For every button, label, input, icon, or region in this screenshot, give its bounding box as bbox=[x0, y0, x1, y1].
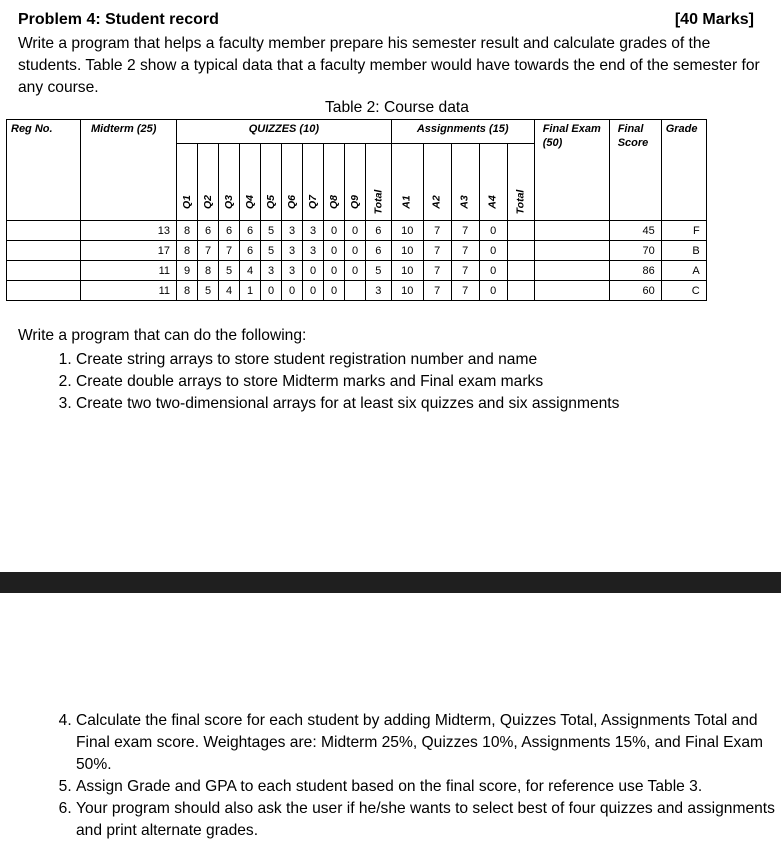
table-cell: 0 bbox=[479, 221, 507, 241]
table-cell: F bbox=[661, 221, 706, 241]
subheader-cell bbox=[451, 144, 479, 221]
header-assignments: Assignments (15) bbox=[391, 120, 534, 144]
table-cell: 0 bbox=[345, 241, 366, 261]
subheader-cell bbox=[479, 144, 507, 221]
table-cell: 0 bbox=[345, 261, 366, 281]
table-cell: 5 bbox=[261, 221, 282, 241]
table-cell bbox=[7, 261, 81, 281]
subheader-label: Q9 bbox=[348, 194, 361, 210]
subheader-cell bbox=[391, 144, 423, 221]
table-cell: 6 bbox=[366, 241, 392, 261]
subheader-label: A4 bbox=[487, 195, 500, 209]
header-grade: Grade bbox=[661, 120, 706, 221]
table-cell: 6 bbox=[366, 221, 392, 241]
table-row bbox=[7, 241, 707, 261]
page-divider-band bbox=[0, 572, 781, 593]
table-cell bbox=[7, 221, 81, 241]
subheader-cell bbox=[324, 144, 345, 221]
table-cell: 7 bbox=[423, 221, 451, 241]
table-cell: 0 bbox=[324, 241, 345, 261]
table-cell: 7 bbox=[423, 281, 451, 301]
subheader-label: Q2 bbox=[201, 194, 214, 210]
table-cell: 7 bbox=[451, 221, 479, 241]
table-cell: 0 bbox=[261, 281, 282, 301]
table-cell bbox=[507, 241, 534, 261]
table-cell: 3 bbox=[366, 281, 392, 301]
subheader-cell bbox=[282, 144, 303, 221]
table-cell: 10 bbox=[391, 241, 423, 261]
table-cell: 60 bbox=[609, 281, 661, 301]
table-row bbox=[7, 281, 707, 301]
table-cell: 3 bbox=[303, 241, 324, 261]
table-cell: 0 bbox=[479, 261, 507, 281]
table-cell: 6 bbox=[240, 241, 261, 261]
tasks-intro: Write a program that can do the following: bbox=[18, 327, 307, 344]
course-data-table bbox=[6, 119, 707, 301]
table-cell: 7 bbox=[451, 241, 479, 261]
table-cell bbox=[534, 281, 609, 301]
table-cell: 3 bbox=[282, 241, 303, 261]
header-quizzes: QUIZZES (10) bbox=[177, 120, 392, 144]
subheader-cell bbox=[177, 144, 198, 221]
table-row bbox=[7, 221, 707, 241]
table-cell: 7 bbox=[423, 241, 451, 261]
table-cell: 3 bbox=[282, 261, 303, 281]
table-cell: 45 bbox=[609, 221, 661, 241]
subheader-label: Q8 bbox=[327, 194, 340, 210]
table-cell: 11 bbox=[81, 261, 177, 281]
table-cell: 17 bbox=[81, 241, 177, 261]
table-header-row bbox=[7, 120, 707, 144]
subheader-label: A2 bbox=[431, 195, 444, 209]
subheader-cell bbox=[423, 144, 451, 221]
table-cell: 0 bbox=[324, 281, 345, 301]
table-cell: 0 bbox=[345, 221, 366, 241]
table-cell: 0 bbox=[303, 261, 324, 281]
table-cell: 3 bbox=[261, 261, 282, 281]
table-cell: 4 bbox=[240, 261, 261, 281]
table-cell bbox=[534, 221, 609, 241]
table-cell: 3 bbox=[303, 221, 324, 241]
problem-intro: Write a program that helps a faculty member prepare his semester result and calculate grades of the students. Table 2 show a typical data that a faculty member would have towards the end of the semester for any course. bbox=[18, 35, 760, 96]
table-cell: 7 bbox=[198, 241, 219, 261]
table-cell: 0 bbox=[282, 281, 303, 301]
table-cell: 0 bbox=[303, 281, 324, 301]
table-cell: 5 bbox=[198, 281, 219, 301]
subheader-label: Q7 bbox=[306, 194, 319, 210]
table-cell bbox=[507, 261, 534, 281]
table-cell: 6 bbox=[240, 221, 261, 241]
table-cell: 7 bbox=[219, 241, 240, 261]
table-cell: 1 bbox=[240, 281, 261, 301]
table-cell: 8 bbox=[177, 281, 198, 301]
table-cell: 0 bbox=[324, 221, 345, 241]
table-cell: 9 bbox=[177, 261, 198, 281]
subheader-cell bbox=[240, 144, 261, 221]
table-cell: 3 bbox=[282, 221, 303, 241]
subheader-cell bbox=[219, 144, 240, 221]
table-cell: 10 bbox=[391, 281, 423, 301]
table-cell: 0 bbox=[479, 281, 507, 301]
table-cell: 10 bbox=[391, 261, 423, 281]
task-item: 4. Calculate the final score for each student by adding Midterm, Quizzes Total, Assignments Total and Final exam score. Weightages are: Midterm 25%, Quizzes 10%, Assignments 15%, and Final Exam 50%. bbox=[76, 710, 776, 776]
table-cell: 5 bbox=[261, 241, 282, 261]
table-cell: 5 bbox=[219, 261, 240, 281]
table-cell: 0 bbox=[324, 261, 345, 281]
table-cell: 0 bbox=[479, 241, 507, 261]
task-item: 1. Create string arrays to store student registration number and name bbox=[76, 349, 776, 371]
table-cell: B bbox=[661, 241, 706, 261]
table-cell: 8 bbox=[198, 261, 219, 281]
subheader-label: Q3 bbox=[222, 194, 235, 210]
problem-marks: [40 Marks] bbox=[674, 11, 754, 28]
subheader-label: A3 bbox=[459, 195, 472, 209]
tasks-list-continued bbox=[46, 710, 776, 842]
subheader-label: A1 bbox=[401, 195, 414, 209]
subheader-label: Total bbox=[514, 189, 527, 215]
subheader-cell bbox=[345, 144, 366, 221]
table-cell: C bbox=[661, 281, 706, 301]
table-cell: 7 bbox=[451, 261, 479, 281]
table-cell: 70 bbox=[609, 241, 661, 261]
table-cell: A bbox=[661, 261, 706, 281]
subheader-label: Q6 bbox=[285, 194, 298, 210]
subheader-label: Q4 bbox=[243, 194, 256, 210]
table-cell bbox=[7, 241, 81, 261]
task-item: 2. Create double arrays to store Midterm marks and Final exam marks bbox=[76, 371, 776, 393]
task-item: 5. Assign Grade and GPA to each student based on the final score, for reference use Table 3. bbox=[76, 776, 776, 798]
table-cell: 6 bbox=[219, 221, 240, 241]
table-cell: 8 bbox=[177, 221, 198, 241]
table-cell: 13 bbox=[81, 221, 177, 241]
task-item: 3. Create two two-dimensional arrays for at least six quizzes and six assignments bbox=[76, 393, 776, 415]
table-cell bbox=[534, 241, 609, 261]
table-cell: 8 bbox=[177, 241, 198, 261]
table-cell: 6 bbox=[198, 221, 219, 241]
subheader-cell bbox=[261, 144, 282, 221]
table-cell bbox=[345, 281, 366, 301]
table-cell: 10 bbox=[391, 221, 423, 241]
table-cell: 86 bbox=[609, 261, 661, 281]
table-caption: Table 2: Course data bbox=[325, 99, 469, 116]
subheader-cell bbox=[303, 144, 324, 221]
table-body bbox=[7, 221, 707, 301]
table-cell: 4 bbox=[219, 281, 240, 301]
table-cell bbox=[507, 281, 534, 301]
header-reg-no: Reg No. bbox=[7, 120, 81, 221]
table-cell bbox=[7, 281, 81, 301]
subheader-cell bbox=[366, 144, 392, 221]
tasks-list bbox=[46, 349, 776, 415]
table-cell: 7 bbox=[451, 281, 479, 301]
subheader-cell bbox=[507, 144, 534, 221]
header-final-exam: Final Exam (50) bbox=[534, 120, 609, 221]
problem-title: Problem 4: Student record bbox=[18, 11, 219, 28]
subheader-cell bbox=[198, 144, 219, 221]
subheader-label: Q5 bbox=[264, 194, 277, 210]
problem-header bbox=[18, 11, 754, 29]
table-row bbox=[7, 261, 707, 281]
header-midterm: Midterm (25) bbox=[81, 120, 177, 221]
task-item: 6. Your program should also ask the user if he/she wants to select best of four quizzes and assignments and print alternate grades. bbox=[76, 798, 776, 842]
subheader-label: Total bbox=[372, 189, 385, 215]
table-cell: 11 bbox=[81, 281, 177, 301]
table-cell bbox=[534, 261, 609, 281]
table-cell: 7 bbox=[423, 261, 451, 281]
subheader-label: Q1 bbox=[180, 194, 193, 210]
table-cell: 5 bbox=[366, 261, 392, 281]
header-final-score: Final Score bbox=[609, 120, 661, 221]
table-cell bbox=[507, 221, 534, 241]
